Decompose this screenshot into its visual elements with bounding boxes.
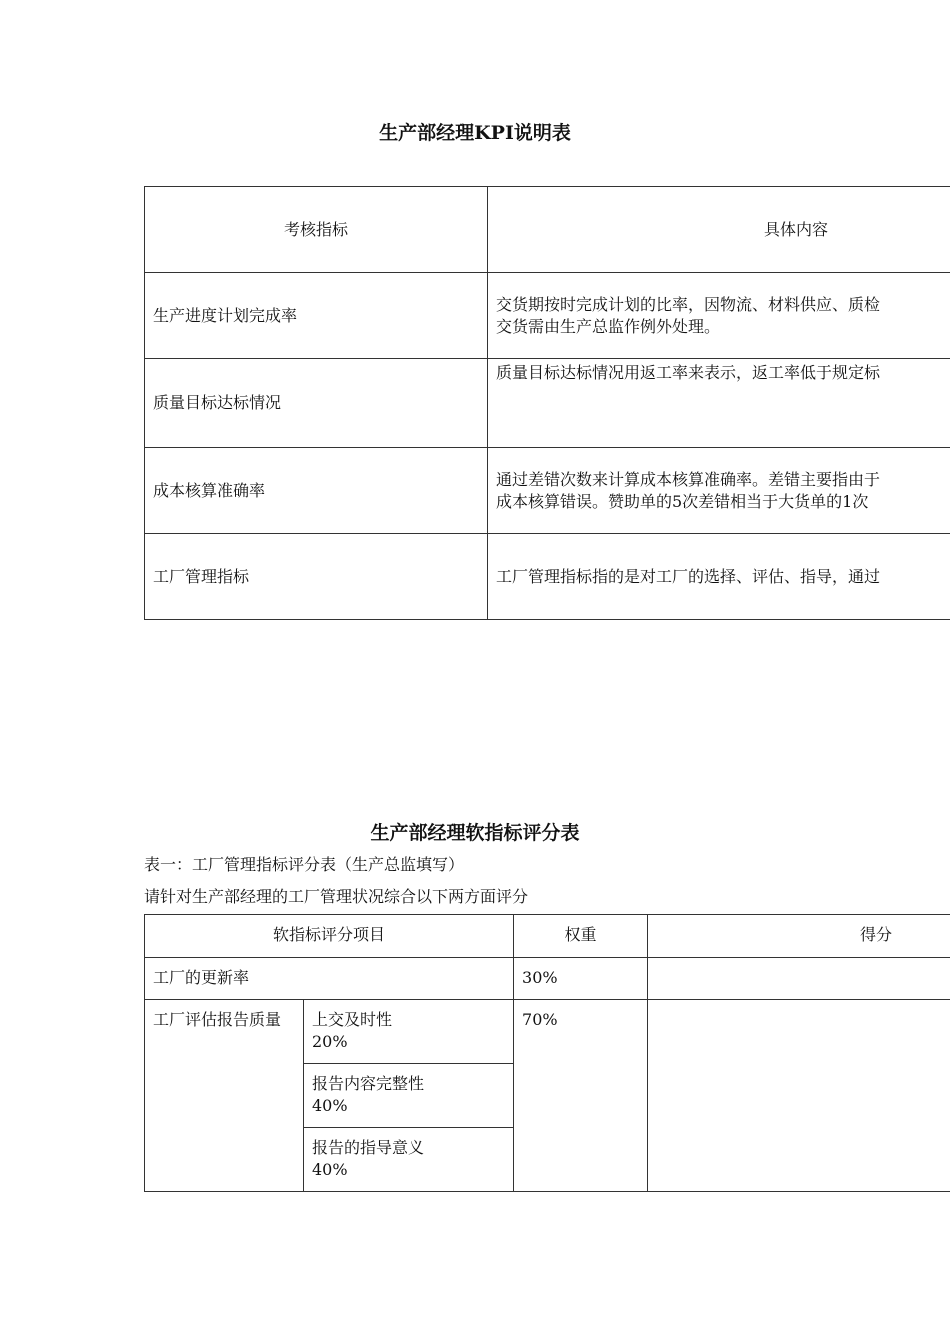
kpi-indicator-cell: 质量目标达标情况 bbox=[145, 359, 488, 448]
soft-item-cell: 工厂评估报告质量 bbox=[145, 1000, 304, 1192]
table-row bbox=[145, 359, 950, 448]
soft-score-cell[interactable] bbox=[648, 958, 950, 1000]
soft-subitem-label: 上交及时性 bbox=[312, 1010, 393, 1029]
soft-score-table bbox=[144, 914, 950, 1192]
soft-subitem-cell bbox=[304, 1064, 514, 1128]
kpi-content-cell bbox=[488, 534, 950, 620]
soft-subitem-cell bbox=[304, 1000, 514, 1064]
soft-header-score: 得分 bbox=[648, 915, 950, 958]
soft-subitem-label: 报告的指导意义 bbox=[312, 1138, 425, 1157]
soft-subitem-percent: 20% bbox=[312, 1032, 348, 1051]
soft-weight-cell: 30% bbox=[514, 958, 648, 1000]
kpi-header-indicator: 考核指标 bbox=[145, 187, 488, 273]
soft-weight-cell: 70% bbox=[514, 1000, 648, 1192]
table-row bbox=[145, 958, 950, 1000]
table-row bbox=[145, 534, 950, 620]
kpi-content-line: 通过差错次数来计算成本核算准确率。差错主要指由于 bbox=[496, 469, 881, 489]
kpi-content-line: 交货需由生产总监作例外处理。 bbox=[496, 316, 721, 336]
soft-subitem-percent: 40% bbox=[312, 1160, 348, 1179]
soft-table-instruction: 请针对生产部经理的工厂管理状况综合以下两方面评分 bbox=[144, 887, 529, 906]
kpi-content-cell bbox=[488, 273, 950, 359]
soft-item-cell: 工厂的更新率 bbox=[145, 958, 514, 1000]
kpi-content-cell bbox=[488, 359, 950, 448]
kpi-content-line: 成本核算错误。赞助单的5次差错相当于大货单的1次 bbox=[496, 491, 869, 511]
kpi-table bbox=[144, 186, 950, 620]
kpi-content-line: 交货期按时完成计划的比率，因物流、材料供应、质检 bbox=[496, 294, 881, 314]
soft-header-weight: 权重 bbox=[514, 915, 648, 958]
kpi-table-title: 生产部经理KPI说明表 bbox=[379, 122, 571, 144]
soft-subitem-percent: 40% bbox=[312, 1096, 348, 1115]
kpi-indicator-cell: 生产进度计划完成率 bbox=[145, 273, 488, 359]
table-row bbox=[145, 273, 950, 359]
soft-table-header-row bbox=[145, 915, 950, 958]
kpi-content-cell bbox=[488, 448, 950, 534]
table-row bbox=[145, 1000, 950, 1064]
kpi-table-header-row bbox=[145, 187, 950, 273]
soft-header-item: 软指标评分项目 bbox=[145, 915, 514, 958]
table-row bbox=[145, 448, 950, 534]
soft-table-subtitle: 表一：工厂管理指标评分表（生产总监填写） bbox=[144, 855, 465, 874]
soft-score-cell[interactable] bbox=[648, 1000, 950, 1192]
soft-table-title: 生产部经理软指标评分表 bbox=[370, 822, 580, 844]
kpi-indicator-cell: 工厂管理指标 bbox=[145, 534, 488, 620]
kpi-indicator-cell: 成本核算准确率 bbox=[145, 448, 488, 534]
soft-subitem-cell bbox=[304, 1128, 514, 1192]
kpi-header-content: 具体内容 bbox=[488, 187, 950, 273]
kpi-content-line: 质量目标达标情况用返工率来表示，返工率低于规定标 bbox=[496, 363, 881, 382]
soft-subitem-label: 报告内容完整性 bbox=[312, 1074, 425, 1093]
kpi-content-line: 工厂管理指标指的是对工厂的选择、评估、指导，通过 bbox=[496, 566, 881, 586]
